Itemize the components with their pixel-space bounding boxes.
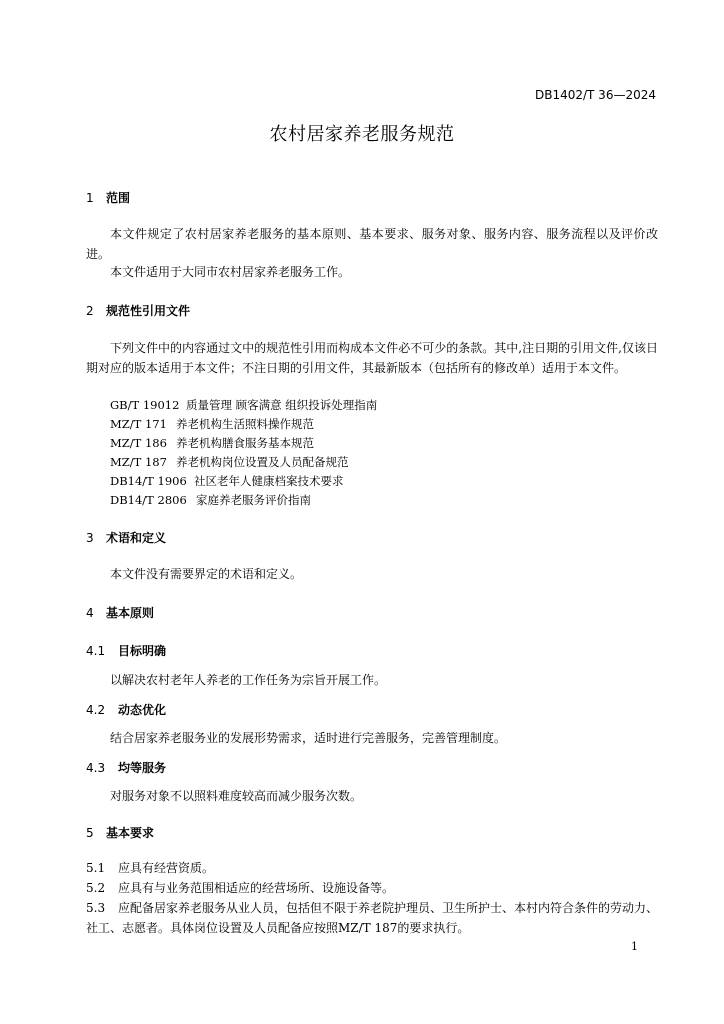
clause-5-3-number: 5.3 — [86, 901, 106, 915]
section-3-heading — [86, 529, 166, 546]
reference-code: DB14/T 1906 — [110, 474, 187, 488]
reference-item — [110, 434, 377, 453]
clause-4-2-heading — [86, 701, 166, 718]
clause-5-2-number: 5.2 — [86, 881, 106, 895]
section-3-number: 3 — [86, 531, 94, 545]
clause-5-1-number: 5.1 — [86, 861, 106, 875]
section-5-number: 5 — [86, 826, 94, 840]
document-title: 农村居家养老服务规范 — [269, 124, 455, 145]
clause-5-2 — [86, 878, 658, 898]
clause-4-3-heading — [86, 759, 166, 776]
reference-title: 家庭养老服务评价指南 — [196, 493, 311, 507]
section-2-title: 规范性引用文件 — [106, 304, 191, 318]
section-1-heading — [86, 189, 130, 206]
section-2-paragraph-1: 下列文件中的内容通过文中的规范性引用而构成本文件必不可少的条款。其中,注日期的引用文件,仅该日期对应的版本适用于本文件；不注日期的引用文件，其最新版本（包括所有的修改单）适用于本文件。 — [86, 341, 658, 375]
clause-4-1-number: 4.1 — [86, 644, 106, 658]
clause-4-3-title: 均等服务 — [118, 761, 167, 775]
clause-4-3-text: 对服务对象不以照料难度较高而减少服务次数。 — [110, 789, 363, 803]
reference-code: MZ/T 187 — [110, 455, 167, 469]
clause-5-3 — [86, 898, 658, 938]
section-5-heading — [86, 824, 154, 841]
reference-item — [110, 415, 377, 434]
reference-title: 养老机构生活照料操作规范 — [176, 417, 314, 431]
section-3-title: 术语和定义 — [106, 531, 167, 545]
section-4-heading — [86, 604, 154, 621]
reference-item — [110, 472, 377, 491]
clause-5-3-text: 应配备居家养老服务从业人员，包括但不限于养老院护理员、卫生所护士、本村内符合条件的劳动力、社工、志愿者。具体岗位设置及人员配备应按照MZ/T 187的要求执行。 — [86, 901, 659, 935]
reference-title: 养老机构膳食服务基本规范 — [176, 436, 314, 450]
reference-code: MZ/T 186 — [110, 436, 167, 450]
section-3-paragraph-1: 本文件没有需要界定的术语和定义。 — [110, 567, 303, 581]
reference-item — [110, 396, 377, 415]
reference-item — [110, 453, 377, 472]
clause-4-1-title: 目标明确 — [118, 644, 167, 658]
section-5-title: 基本要求 — [106, 826, 155, 840]
clause-4-3-number: 4.3 — [86, 761, 106, 775]
reference-code: DB14/T 2806 — [110, 493, 187, 507]
page-number: 1 — [631, 940, 638, 953]
section-1-paragraph-2: 本文件适用于大同市农村居家养老服务工作。 — [110, 265, 351, 279]
clause-4-2-text: 结合居家养老服务业的发展形势需求，适时进行完善服务，完善管理制度。 — [110, 731, 507, 745]
section-1-number: 1 — [86, 191, 94, 205]
clause-5-1-text: 应具有经营资质。 — [118, 861, 215, 875]
clause-5-1 — [86, 858, 658, 878]
section-1-title: 范围 — [106, 191, 131, 205]
reference-item — [110, 491, 377, 510]
clause-5-2-text: 应具有与业务范围相适应的经营场所、设施设备等。 — [118, 881, 395, 895]
reference-title: 社区老年人健康档案技术要求 — [194, 474, 344, 488]
standard-code: DB1402/T 36—2024 — [534, 88, 656, 102]
clause-4-1-text: 以解决农村老年人养老的工作任务为宗旨开展工作。 — [110, 673, 387, 687]
section-2-heading — [86, 302, 190, 319]
reference-title: 养老机构岗位设置及人员配备规范 — [176, 455, 349, 469]
section-4-title: 基本原则 — [106, 606, 155, 620]
normative-reference-list — [110, 396, 377, 510]
reference-title: 质量管理 顾客满意 组织投诉处理指南 — [186, 398, 378, 412]
reference-code: GB/T 19012 — [110, 398, 180, 412]
clause-4-2-number: 4.2 — [86, 703, 106, 717]
section-4-number: 4 — [86, 606, 94, 620]
clause-4-1-heading — [86, 642, 166, 659]
reference-code: MZ/T 171 — [110, 417, 167, 431]
section-1-paragraph-1: 本文件规定了农村居家养老服务的基本原则、基本要求、服务对象、服务内容、服务流程以及评价改进。 — [86, 227, 658, 261]
clause-4-2-title: 动态优化 — [118, 703, 167, 717]
section-2-number: 2 — [86, 304, 94, 318]
